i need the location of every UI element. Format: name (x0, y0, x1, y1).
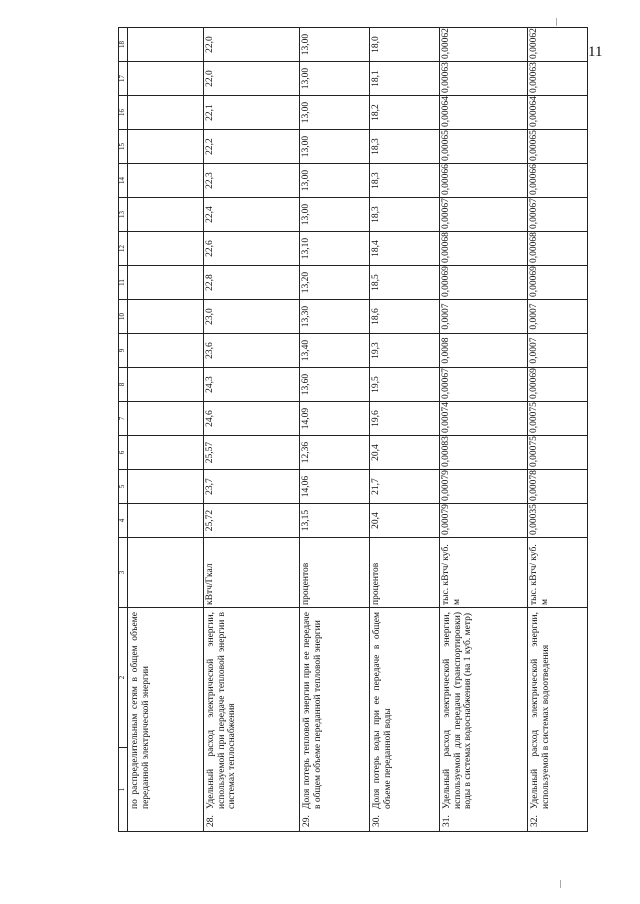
value-cell (128, 62, 204, 96)
value-cell: 18,3 (370, 198, 440, 232)
value-cell: 0,00066 (528, 164, 588, 198)
value-cell: 0,00074 (440, 402, 528, 436)
value-cell: 23,7 (204, 470, 300, 504)
value-cell: 18,1 (370, 62, 440, 96)
value-cell: 0,00064 (528, 96, 588, 130)
value-cell (128, 266, 204, 300)
value-cell: 0,00065 (440, 130, 528, 164)
value-cell: 18,3 (370, 130, 440, 164)
value-cell: 14,06 (300, 470, 370, 504)
value-cell: 14,09 (300, 402, 370, 436)
unit-cell: кВтч/Гкал (204, 538, 300, 608)
value-cell: 0,00035 (528, 504, 588, 538)
indicator-name: Удельный расход электрической энергии, используемой для передачи (транспортировки) воды в системах водоснабжения (на 1 куб. метр) (442, 612, 474, 809)
value-cell: 0,0008 (440, 334, 528, 368)
value-cell: 0,00069 (440, 266, 528, 300)
value-cell: 13,10 (300, 232, 370, 266)
value-cell (128, 28, 204, 62)
scan-artifact-line (560, 880, 561, 888)
column-header-13: 13 (119, 198, 128, 232)
column-header-10: 10 (119, 300, 128, 334)
value-cell: 18,3 (370, 164, 440, 198)
value-cell: 0,00075 (528, 436, 588, 470)
value-cell: 22,8 (204, 266, 300, 300)
indicator-name: Удельный расход электрической энергии, используемой в системах водоотведения (530, 612, 551, 809)
value-cell: 0,00069 (528, 368, 588, 402)
unit-cell: процентов (300, 538, 370, 608)
value-cell: 22,0 (204, 28, 300, 62)
value-cell: 13,00 (300, 164, 370, 198)
indicator-name-cell (528, 608, 588, 832)
value-cell (128, 436, 204, 470)
value-cell: 19,5 (370, 368, 440, 402)
indicator-name: по распределительным сетям в общем объеме переданной электрической энергии (130, 612, 151, 809)
value-cell: 22,4 (204, 198, 300, 232)
row-number (129, 811, 152, 829)
column-header-4: 4 (119, 504, 128, 538)
table-row (204, 28, 300, 832)
value-cell (128, 300, 204, 334)
value-cell: 13,00 (300, 96, 370, 130)
value-cell: 0,00069 (528, 266, 588, 300)
indicator-name-cell (204, 608, 300, 832)
indicators-table (118, 27, 588, 832)
column-header-16: 16 (119, 96, 128, 130)
row-number: 30. (372, 815, 382, 827)
value-cell: 0,0007 (528, 300, 588, 334)
value-cell: 0,00075 (528, 402, 588, 436)
unit-cell: процентов (370, 538, 440, 608)
value-cell (128, 334, 204, 368)
column-header-11: 11 (119, 266, 128, 300)
column-header-3: 3 (119, 538, 128, 608)
value-cell: 0,00079 (440, 470, 528, 504)
indicator-name: Доля потерь тепловой энергии при ее передаче в общем объеме переданной тепловой энергии (302, 612, 323, 809)
value-cell: 22,1 (204, 96, 300, 130)
value-cell: 0,00062 (528, 28, 588, 62)
value-cell: 0,00063 (528, 62, 588, 96)
column-header-5: 5 (119, 470, 128, 504)
value-cell: 0,00065 (528, 130, 588, 164)
column-header-8: 8 (119, 368, 128, 402)
indicator-name: Доля потерь воды при ее передаче в общем объеме переданной воды (372, 612, 393, 809)
value-cell (128, 402, 204, 436)
value-cell: 0,0007 (528, 334, 588, 368)
value-cell (128, 164, 204, 198)
unit-cell: тыс. кВтч/ куб. м (440, 538, 528, 608)
table-row (300, 28, 370, 832)
column-header-7: 7 (119, 402, 128, 436)
value-cell: 19,3 (370, 334, 440, 368)
value-cell (128, 470, 204, 504)
value-cell: 20,4 (370, 504, 440, 538)
value-cell: 13,60 (300, 368, 370, 402)
rotated-table (118, 28, 640, 832)
column-header-2: 2 (119, 608, 128, 748)
column-header-1: 1 (119, 748, 128, 832)
value-cell: 0,00083 (440, 436, 528, 470)
row-number: 29. (302, 815, 312, 827)
value-cell: 0,00078 (528, 470, 588, 504)
value-cell (128, 504, 204, 538)
value-cell: 20,4 (370, 436, 440, 470)
value-cell: 13,00 (300, 28, 370, 62)
value-cell: 23,6 (204, 334, 300, 368)
value-cell: 18,5 (370, 266, 440, 300)
table-row (440, 28, 528, 832)
scan-artifact-line (556, 18, 557, 26)
value-cell: 0,00067 (440, 368, 528, 402)
value-cell: 13,40 (300, 334, 370, 368)
value-cell: 0,00064 (440, 96, 528, 130)
row-number: 28. (206, 815, 216, 827)
value-cell: 13,00 (300, 130, 370, 164)
value-cell: 18,2 (370, 96, 440, 130)
value-cell: 0,00063 (440, 62, 528, 96)
column-header-18: 18 (119, 28, 128, 62)
value-cell: 13,00 (300, 198, 370, 232)
column-number-row (119, 28, 128, 832)
value-cell: 23,0 (204, 300, 300, 334)
row-number: 32. (530, 815, 540, 827)
value-cell: 24,3 (204, 368, 300, 402)
value-cell (128, 198, 204, 232)
value-cell: 13,15 (300, 504, 370, 538)
value-cell: 13,20 (300, 266, 370, 300)
column-header-17: 17 (119, 62, 128, 96)
value-cell: 13,00 (300, 62, 370, 96)
value-cell: 0,00068 (528, 232, 588, 266)
value-cell: 19,6 (370, 402, 440, 436)
value-cell (128, 368, 204, 402)
page-number: 11 (588, 44, 603, 60)
unit-cell (128, 538, 204, 608)
value-cell: 22,0 (204, 62, 300, 96)
value-cell: 22,2 (204, 130, 300, 164)
value-cell: 0,00066 (440, 164, 528, 198)
column-header-15: 15 (119, 130, 128, 164)
indicator-name-cell (370, 608, 440, 832)
table-row (128, 28, 204, 832)
value-cell: 18,0 (370, 28, 440, 62)
value-cell: 22,3 (204, 164, 300, 198)
indicator-name: Удельный расход электрической энергии, используемой при передаче тепловой энергии в системах теплоснабжения (206, 612, 238, 809)
value-cell: 0,00068 (440, 232, 528, 266)
value-cell (128, 96, 204, 130)
table-row (370, 28, 440, 832)
value-cell: 0,00067 (528, 198, 588, 232)
value-cell: 12,36 (300, 436, 370, 470)
value-cell: 25,57 (204, 436, 300, 470)
value-cell: 24,6 (204, 402, 300, 436)
value-cell: 18,4 (370, 232, 440, 266)
indicator-name-cell (128, 608, 204, 832)
value-cell: 0,00062 (440, 28, 528, 62)
value-cell: 25,72 (204, 504, 300, 538)
column-header-6: 6 (119, 436, 128, 470)
value-cell: 21,7 (370, 470, 440, 504)
row-number: 31. (442, 815, 452, 827)
unit-cell: тыс. кВтч/ куб. м (528, 538, 588, 608)
value-cell: 0,00079 (440, 504, 528, 538)
table-row (528, 28, 588, 832)
value-cell: 18,6 (370, 300, 440, 334)
column-header-14: 14 (119, 164, 128, 198)
column-header-12: 12 (119, 232, 128, 266)
indicator-name-cell (440, 608, 528, 832)
value-cell: 13,30 (300, 300, 370, 334)
value-cell: 0,00067 (440, 198, 528, 232)
indicator-name-cell (300, 608, 370, 832)
value-cell: 22,6 (204, 232, 300, 266)
value-cell: 0,0007 (440, 300, 528, 334)
column-header-9: 9 (119, 334, 128, 368)
value-cell (128, 232, 204, 266)
value-cell (128, 130, 204, 164)
